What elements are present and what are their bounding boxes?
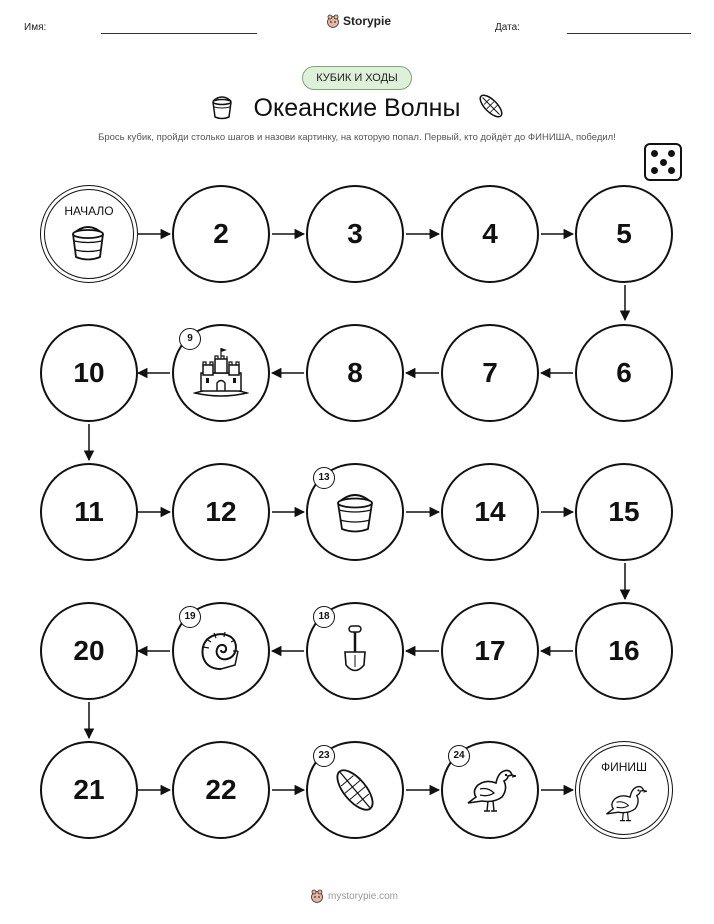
board-space-picture [306,463,404,561]
board-space [40,741,138,839]
page-title: Океанские Волны [253,94,461,122]
finish-label: ФИНИШ [600,760,648,774]
board-space-picture [172,602,270,700]
board-space-picture [441,741,539,839]
board-space [575,185,673,283]
space-number-badge: 24 [448,745,470,767]
footer-url[interactable]: mystorypie.com [328,890,399,902]
instructions-text: Брось кубик, пройди столько шагов и назови картинку, на которую попал. Первый, кто дойдёт до ФИНИША, победил! [98,132,616,143]
brand-name: Storypie [343,14,392,28]
seashell-icon [197,627,245,675]
board-space-finish [575,741,673,839]
board-space [40,602,138,700]
seagull-icon [464,765,516,815]
board-space [172,741,270,839]
space-number: 8 [347,357,363,388]
board-space [306,185,404,283]
board-space [441,185,539,283]
board-space-picture [306,602,404,700]
board-space [306,324,404,422]
space-number: 15 [608,496,640,527]
space-number-badge: 18 [313,606,335,628]
space-number: 2 [213,218,229,249]
space-number: 7 [482,357,498,388]
surfboard-icon [329,764,381,816]
space-number-badge: 23 [313,745,335,767]
seagull-icon [603,782,647,824]
space-number: 4 [482,218,498,249]
bucket-icon [68,222,108,262]
board-space-start [40,185,138,283]
space-number-badge: 19 [179,606,201,628]
space-number: 21 [73,774,105,805]
board-space [441,463,539,561]
board-space [40,463,138,561]
space-number: 10 [73,357,105,388]
space-number-badge: 13 [313,467,335,489]
sandcastle-icon [193,347,249,399]
start-label: НАЧАЛО [64,204,114,218]
board-space [441,602,539,700]
board-space [172,463,270,561]
name-label: Имя: [24,22,47,33]
space-number: 3 [347,218,363,249]
board-space [575,324,673,422]
board-space-picture [172,324,270,422]
board-space [172,185,270,283]
game-type-badge: КУБИК И ХОДЫ [302,66,412,90]
space-number: 22 [205,774,237,805]
space-number: 16 [608,635,640,666]
storypie-mascot-icon [310,889,324,903]
footer-brand [310,889,398,903]
space-number: 14 [474,496,506,527]
space-number: 17 [474,635,506,666]
space-number-badge: 9 [179,328,201,350]
space-number: 12 [205,496,237,527]
board-space [40,324,138,422]
space-number: 6 [616,357,632,388]
space-number: 5 [616,218,632,249]
space-number: 11 [74,496,104,527]
board-space [575,463,673,561]
shovel-icon [340,625,370,677]
board-space-picture [306,741,404,839]
space-number: 20 [73,635,105,666]
date-label: Дата: [495,22,520,33]
board-space [575,602,673,700]
board-space [441,324,539,422]
bucket-icon [332,489,378,535]
